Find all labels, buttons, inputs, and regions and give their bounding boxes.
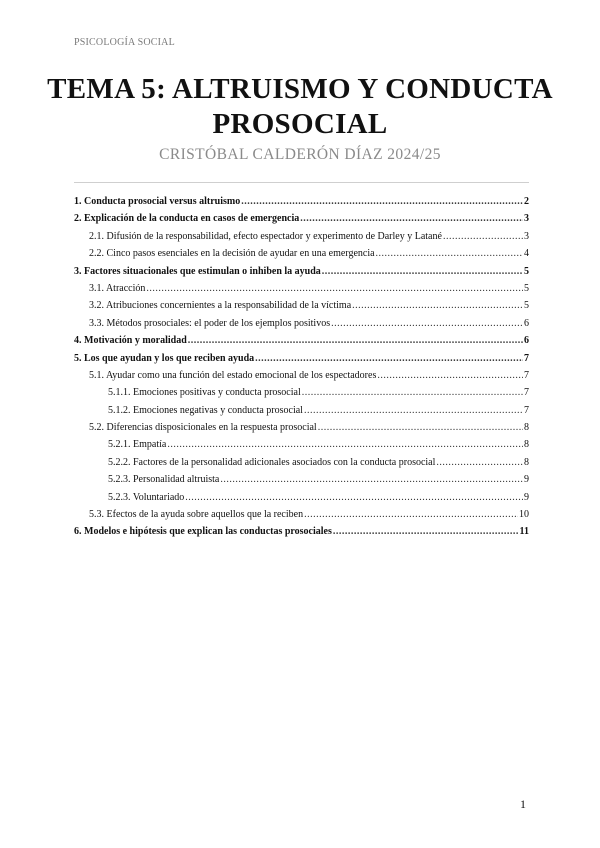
toc-entry-title: 3. Factores situacionales que estimulan o inhiben la ayuda xyxy=(74,265,321,277)
toc-entry-title: 5.1. Ayudar como una función del estado emocional de los espectadores xyxy=(89,369,377,381)
toc-entry-title: 5.1.1. Emociones positivas y conducta prosocial xyxy=(108,387,301,399)
toc-entry[interactable] xyxy=(74,318,529,335)
toc-dot-leader xyxy=(436,457,523,468)
toc-entry-page: 3 xyxy=(524,213,529,225)
toc-entry-title: 5.2.3. Voluntariado xyxy=(108,491,185,503)
toc-entry[interactable] xyxy=(74,405,529,422)
toc-entry[interactable] xyxy=(74,526,529,543)
toc-entry-page: 7 xyxy=(524,352,529,364)
toc-entry-page: 9 xyxy=(524,491,529,503)
toc-entry-title: 2. Explicación de la conducta en casos de emergencia xyxy=(74,213,300,225)
toc-entry-page: 8 xyxy=(524,456,529,468)
toc-dot-leader xyxy=(352,300,523,311)
toc-entry-page: 5 xyxy=(524,300,529,312)
toc-entry-page: 9 xyxy=(524,474,529,486)
toc-entry-page: 3 xyxy=(524,230,529,242)
toc-dot-leader xyxy=(300,213,523,224)
toc-dot-leader xyxy=(241,196,523,207)
title-line-1: TEMA 5: ALTRUISMO Y CONDUCTA xyxy=(47,73,553,105)
toc-entry[interactable] xyxy=(74,457,529,474)
toc-entry-page: 6 xyxy=(524,335,529,347)
toc-entry[interactable] xyxy=(74,509,529,526)
toc-entry-title: 5.2. Diferencias disposicionales en la respuesta prosocial xyxy=(89,422,317,434)
running-header: PSICOLOGÍA SOCIAL xyxy=(74,37,175,48)
toc-entry-page: 8 xyxy=(524,439,529,451)
author-subtitle: CRISTÓBAL CALDERÓN DÍAZ 2024/25 xyxy=(159,146,441,163)
toc-entry[interactable] xyxy=(74,439,529,456)
toc-entry-title: 3.2. Atribuciones concernientes a la responsabilidad de la víctima xyxy=(89,300,352,312)
toc-entry-page: 6 xyxy=(524,317,529,329)
toc-entry-page: 5 xyxy=(524,265,529,277)
toc-entry[interactable] xyxy=(74,196,529,213)
toc-entry[interactable] xyxy=(74,353,529,370)
toc-dot-leader xyxy=(302,387,523,398)
toc-entry-title: 2.1. Difusión de la responsabilidad, efecto espectador y experimento de Darley y Latané xyxy=(89,230,442,242)
toc-dot-leader xyxy=(188,335,523,346)
toc-dot-leader xyxy=(333,526,519,537)
toc-entry[interactable] xyxy=(74,213,529,230)
toc-entry[interactable] xyxy=(74,474,529,491)
toc-entry[interactable] xyxy=(74,335,529,352)
toc-dot-leader xyxy=(146,283,523,294)
toc-entry[interactable] xyxy=(74,283,529,300)
toc-entry[interactable] xyxy=(74,266,529,283)
toc-entry-page: 11 xyxy=(519,526,529,538)
toc-entry-title: 1. Conducta prosocial versus altruismo xyxy=(74,196,241,207)
toc-entry-title: 5.2.3. Personalidad altruista xyxy=(108,474,220,486)
toc-entry-page: 8 xyxy=(524,422,529,434)
toc-dot-leader xyxy=(220,474,523,485)
toc-entry[interactable] xyxy=(74,492,529,509)
toc-dot-leader xyxy=(304,405,523,416)
toc-entry[interactable] xyxy=(74,422,529,439)
toc-entry-page: 4 xyxy=(524,248,529,260)
toc-dot-leader xyxy=(304,509,518,520)
toc-entry-page: 7 xyxy=(524,369,529,381)
title-line-2: PROSOCIAL xyxy=(212,108,388,140)
toc-entry-title: 3.1. Atracción xyxy=(89,282,146,294)
toc-entry[interactable] xyxy=(74,231,529,248)
toc-dot-leader xyxy=(443,231,523,242)
toc-entry-title: 2.2. Cinco pasos esenciales en la decisión de ayudar en una emergencia xyxy=(89,248,375,260)
toc-entry-page: 5 xyxy=(524,282,529,294)
toc-entry-page: 2 xyxy=(524,196,529,207)
toc-entry-title: 5.1.2. Emociones negativas y conducta prosocial xyxy=(108,404,303,416)
toc-dot-leader xyxy=(377,370,523,381)
toc-dot-leader xyxy=(322,266,523,277)
toc-dot-leader xyxy=(318,422,523,433)
toc-entry-title: 4. Motivación y moralidad xyxy=(74,335,187,347)
toc-entry-title: 5.2.2. Factores de la personalidad adicionales asociados con la conducta prosocial xyxy=(108,456,436,468)
toc-entry-title: 3.3. Métodos prosociales: el poder de los ejemplos positivos xyxy=(89,317,331,329)
toc-entry-title: 5.3. Efectos de la ayuda sobre aquellos que la reciben xyxy=(89,509,304,521)
toc-entry[interactable] xyxy=(74,387,529,404)
toc-dot-leader xyxy=(255,353,523,364)
toc-entry-title: 5.2.1. Empatía xyxy=(108,439,167,451)
document-title xyxy=(40,72,560,142)
toc-entry[interactable] xyxy=(74,248,529,265)
toc-entry[interactable] xyxy=(74,370,529,387)
toc-dot-leader xyxy=(185,492,523,503)
toc-entry-page: 7 xyxy=(524,404,529,416)
toc-entry-page: 7 xyxy=(524,387,529,399)
toc-dot-leader xyxy=(376,248,523,259)
toc-dot-leader xyxy=(167,439,523,450)
toc-entry-title: 6. Modelos e hipótesis que explican las conductas prosociales xyxy=(74,526,332,538)
page-number: 1 xyxy=(520,797,526,811)
toc-entry-title: 5. Los que ayudan y los que reciben ayuda xyxy=(74,352,255,364)
toc-entry[interactable] xyxy=(74,300,529,317)
toc-dot-leader xyxy=(331,318,523,329)
title-divider xyxy=(74,182,529,183)
toc-entry-page: 10 xyxy=(519,509,529,521)
table-of-contents xyxy=(74,196,529,544)
